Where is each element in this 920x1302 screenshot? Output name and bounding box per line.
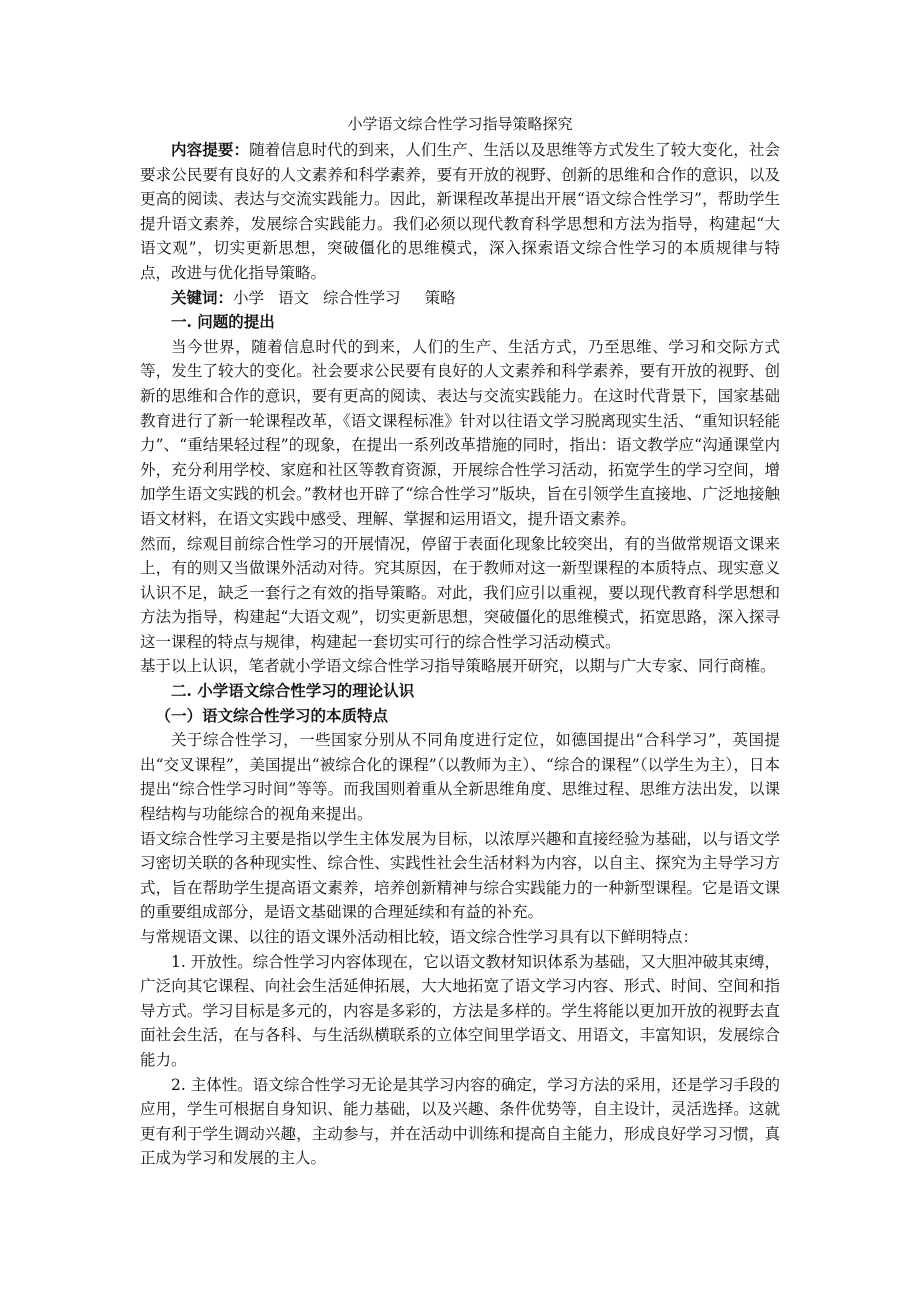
body-paragraph: 基于以上认识，笔者就小学语文综合性学习指导策略展开研究，以期与广大专家、同行商榷。 [140,657,776,676]
abstract-label: 内容提要： [171,140,250,159]
keyword-item: 小学 [233,288,265,307]
body-paragraph: 1. 开放性。综合性学习内容体现在，它以语文教材知识体系为基础，又大胆冲破其束缚，广泛向其它课程、向社会生活延伸拓展，大大地拓宽了语文学习内容、形式、时间、空间和指导方式。学习目标是多元的，内容是多彩的，方法是多样的。学生将能以更加开放的视野去直面社会生活，在与各科、与生活纵横联系的立体空间里学语文、用语文，丰富知识，发展综合能力。 [140,952,780,1069]
body-paragraph: 然而，综观目前综合性学习的开展情况，停留于表面化现象比较突出，有的当做常规语文课来上，有的则又当做课外活动对待。究其原因，在于教师对这一新型课程的本质特点、现实意义认识不足，缺乏一套行之有效的指导策略。对此，我们应引以重视，要以现代教育科学思想和方法为指导，构建起“大语文观”，切实更新思想，突破僵化的思维模式，拓宽思路，深入探寻这一课程的特点与规律，构建起一套切实可行的综合性学习活动模式。 [140,534,780,651]
keyword-item: 综合性学习 [323,288,401,307]
body-paragraph: 当今世界，随着信息时代的到来，人们的生产、生活方式，乃至思维、学习和交际方式等，发生了较大的变化。社会要求公民要有良好的人文素养和科学素养，要有开放的视野、创新的思维和合作的意识，要有更高的阅读、表达与交流实践能力。在这时代背景下，国家基础教育进行了新一轮课程改革，《语文课程标准》针对以往语文学习脱离现实生活、“重知识轻能力”、“重结果轻过程”的现象，在提出一系列改革措施的同时，指出：语文教学应“沟通课堂内外，充分利用学校、家庭和社区等教育资源，开展综合性学习活动，拓宽学生的学习空间，增加学生语文实践的机会。”教材也开辟了“综合性学习”版块，旨在引领学生直接地、广泛地接触语文材料，在语文实践中感受、理解、掌握和运用语文，提升语文素养。 [140,337,780,528]
body-paragraph: 与常规语文课、以往的语文课外活动相比较，语文综合性学习具有以下鲜明特点： [140,928,699,946]
keyword-item: 语文 [278,288,310,307]
keyword-item: 策略 [424,288,456,307]
body-paragraph: 2. 主体性。语文综合性学习无论是其学习内容的确定，学习方法的采用，还是学习手段的应用，学生可根据自身知识、能力基础，以及兴趣、条件优势等，自主设计，灵活选择。这就更有利于学生调动兴趣，主动参与，并在活动中训练和提高自主能力，形成良好学习习惯，真正成为学习和发展的主人。 [140,1075,780,1168]
section-heading: 一. 问题的提出 [171,312,275,332]
keywords-label: 关键词： [171,287,234,307]
body-paragraph: 语文综合性学习主要是指以学生主体发展为目标，以浓厚兴趣和直接经验为基础，以与语文学习密切关联的各种现实性、综合性、实践性社会生活材料为内容，以自主、探究为主导学习方式，旨在帮助学生提高语文素养，培养创新精神与综合实践能力的一种新型课程。它是语文课的重要组成部分，是语文基础课的合理延续和有益的补充。 [140,829,780,922]
keywords-paragraph [140,286,780,311]
body-paragraph: 关于综合性学习，一些国家分别从不同角度进行定位，如德国提出“合科学习”，英国提出“交叉课程”，美国提出“被综合化的课程”（以教师为主）、“综合的课程”（以学生为主），日本提出“综合性学习时间”等等。而我国则着重从全新思维角度、思维过程、思维方法出发，以课程结构与功能综合的视角来提出。 [140,731,780,824]
abstract-paragraph [140,138,780,286]
section-heading: 二. 小学语文综合性学习的理论认识 [171,681,415,701]
document-title: 小学语文综合性学习指导策略探究 [347,115,573,133]
abstract-text: 随着信息时代的到来，人们生产、生活以及思维等方式发生了较大变化，社会要求公民要有良好的人文素养和科学素养，要有开放的视野、创新的思维和合作的意识，以及更高的阅读、表达与交流实践能力。因此，新课程改革提出开展“语文综合性学习”，帮助学生提升语文素养，发展综合实践能力。我们必须以现代教育科学思想和方法为指导，构建起“大语文观”，切实更新思想，突破僵化的思维模式，深入探索语文综合性学习的本质规律与特点，改进与优化指导策略。 [140,141,780,282]
subsection-heading: （一）语文综合性学习的本质特点 [155,705,389,725]
